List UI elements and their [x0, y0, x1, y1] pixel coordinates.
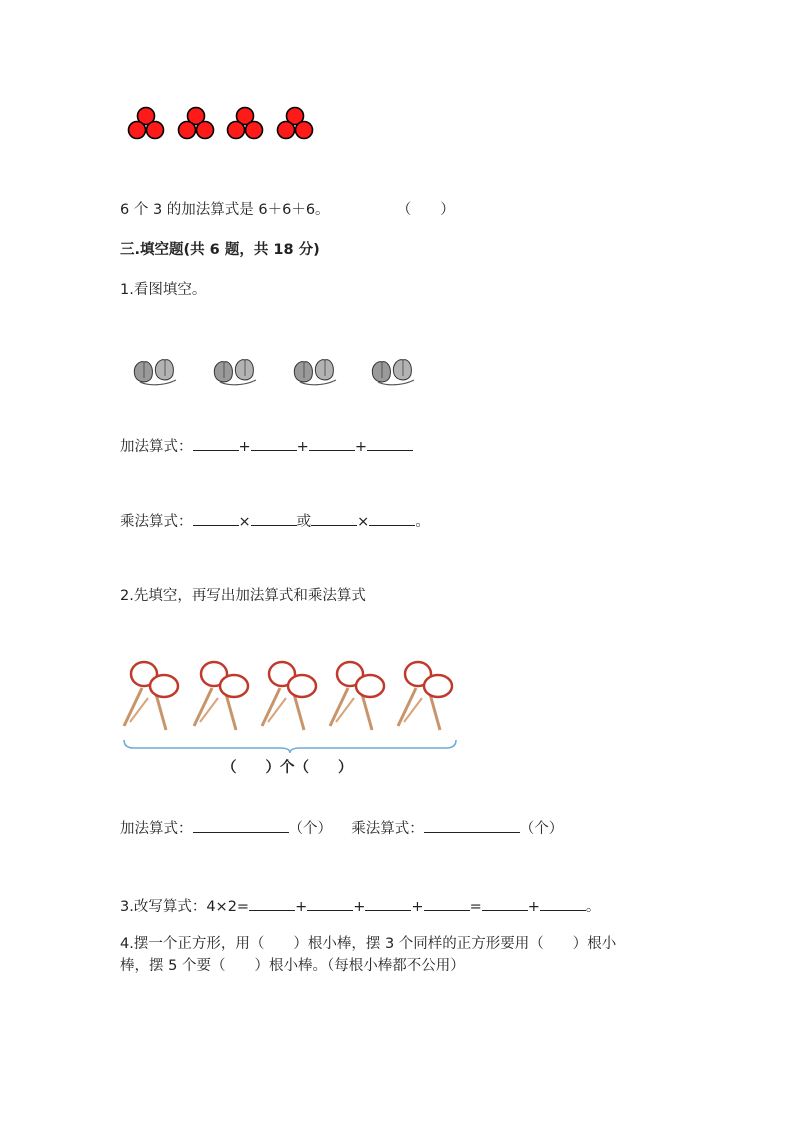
fill-3-text: 3.改写算式：4×2=	[120, 899, 250, 915]
answer-blank[interactable]	[365, 896, 411, 911]
plus-sign: +	[527, 899, 540, 915]
multiplication-label: 乘法算式：	[120, 514, 193, 530]
fill-2-title: 2.先填空，再写出加法算式和乘法算式	[120, 588, 366, 604]
fill-4-line-2: 棒，摆 5 个要（ ）根小棒。（每根小棒都不公用）	[120, 958, 465, 974]
peach-pair-icon	[130, 354, 180, 386]
addition-label: 加法算式：	[120, 821, 193, 837]
multiplication-label: 乘法算式：	[351, 821, 424, 837]
badminton-racket-pair-icon	[258, 660, 320, 732]
question-6-answer-blank[interactable]: （ ）	[396, 202, 455, 218]
unit-label: （个）	[519, 821, 564, 837]
answer-blank[interactable]	[367, 436, 413, 451]
plus-sign: +	[295, 899, 308, 915]
plus-sign: +	[353, 899, 366, 915]
fill-2-formula-row	[120, 818, 563, 839]
plus-sign: +	[296, 439, 309, 455]
group-brace	[122, 738, 458, 754]
answer-blank[interactable]	[424, 818, 520, 833]
fill-1-addition-row	[120, 436, 413, 457]
question-6	[120, 200, 455, 220]
badminton-racket-pair-icon	[120, 660, 182, 732]
answer-blank[interactable]	[193, 436, 239, 451]
apple-cluster-icon	[126, 104, 166, 144]
period: 。	[415, 514, 430, 530]
caption-blank-right[interactable]: （ ）	[294, 760, 353, 776]
apple-cluster-icon	[225, 104, 265, 144]
answer-blank[interactable]	[307, 896, 353, 911]
fill-3-row	[120, 896, 600, 917]
times-sign: ×	[238, 514, 251, 530]
apple-cluster-icon	[176, 104, 216, 144]
equals-sign: =	[469, 899, 482, 915]
answer-blank[interactable]	[540, 896, 586, 911]
addition-label: 加法算式：	[120, 439, 193, 455]
plus-sign: +	[411, 899, 424, 915]
badminton-racket-pair-icon	[190, 660, 252, 732]
or-text: 或	[296, 514, 312, 530]
period: 。	[585, 899, 601, 915]
answer-blank[interactable]	[369, 511, 415, 526]
answer-blank[interactable]	[424, 896, 470, 911]
fill-1-title: 1.看图填空。	[120, 282, 207, 298]
racket-caption	[222, 758, 353, 778]
fill-4-line-1: 4.摆一个正方形，用（ ）根小棒，摆 3 个同样的正方形要用（ ）根小	[120, 936, 617, 952]
answer-blank[interactable]	[311, 511, 357, 526]
caption-measure-word: 个	[280, 760, 295, 776]
unit-label: （个）	[288, 821, 332, 837]
times-sign: ×	[357, 514, 370, 530]
plus-sign: +	[354, 439, 367, 455]
answer-blank[interactable]	[193, 511, 239, 526]
peach-pair-icon	[290, 354, 340, 386]
caption-blank-left[interactable]: （ ）	[222, 760, 280, 776]
badminton-racket-pair-icon	[326, 660, 388, 732]
plus-sign: +	[238, 439, 251, 455]
answer-blank[interactable]	[309, 436, 355, 451]
badminton-racket-pair-icon	[394, 660, 456, 732]
answer-blank[interactable]	[249, 896, 295, 911]
answer-blank[interactable]	[193, 818, 289, 833]
apple-cluster-icon	[275, 104, 315, 144]
fill-1-multiplication-row	[120, 511, 430, 532]
question-6-text: 6 个 3 的加法算式是 6＋6＋6。	[120, 202, 330, 218]
peach-pair-icon	[210, 354, 260, 386]
answer-blank[interactable]	[482, 896, 528, 911]
answer-blank[interactable]	[251, 436, 297, 451]
peach-pair-icon	[368, 354, 418, 386]
answer-blank[interactable]	[251, 511, 297, 526]
section-heading: 三.填空题(共 6 题，共 18 分)	[120, 242, 320, 258]
